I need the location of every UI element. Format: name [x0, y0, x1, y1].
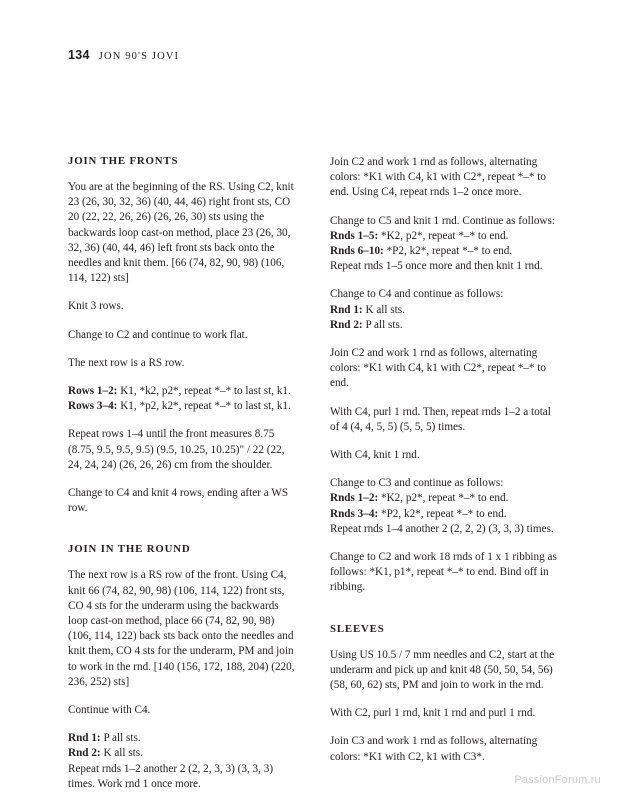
rnd-label: Rnd 1: — [330, 303, 363, 316]
rnd-text: *P2, k2*, repeat *–* to end. — [383, 245, 513, 258]
paragraph: Change to C5 and knit 1 rnd. Continue as follows: — [330, 214, 555, 227]
section-heading-sleeves: SLEEVES — [330, 622, 385, 635]
paragraph: Change to C4 and knit 4 rows, ending after a WS row. — [68, 487, 289, 515]
paragraph: Knit 3 rows. — [68, 300, 124, 313]
instruction-rows-3-4 — [68, 399, 297, 414]
instruction-rnds-3-4 — [330, 507, 559, 522]
paragraph: With C2, purl 1 rnd, knit 1 rnd and purl 1 rnd. — [330, 707, 536, 720]
left-column — [68, 155, 297, 792]
instruction-rows-1-2 — [68, 384, 297, 399]
section-heading-join-in-the-round: JOIN IN THE ROUND — [68, 543, 191, 556]
two-column-body — [68, 155, 560, 792]
paragraph: Join C2 and work 1 rnd as follows, alternating colors: *K1 with C4, k1 with C2*, repeat *–* to end. — [330, 347, 546, 390]
paragraph: With C4, knit 1 rnd. — [330, 449, 420, 462]
instruction-rnds-1-5 — [330, 229, 559, 244]
rnd-text: *K2, p2*, repeat *–* to end. — [378, 229, 509, 242]
rnd-label: Rnd 2: — [330, 318, 363, 331]
instruction-rnds-6-10 — [330, 244, 559, 259]
paragraph: The next row is a RS row. — [68, 356, 185, 369]
paragraph: Change to C2 and continue to work flat. — [68, 328, 248, 341]
rnd-text: K all sts. — [362, 303, 405, 316]
row-label: Rows 3–4: — [68, 400, 118, 413]
rnd-label: Rnds 1–2: — [330, 492, 379, 505]
running-head: JON 90'S JOVI — [98, 51, 180, 62]
paragraph: Change to C4 and continue as follows: — [330, 288, 504, 301]
page-number: 134 — [68, 48, 90, 62]
rnd-text: P all sts. — [100, 732, 141, 745]
instruction-rnd-1 — [330, 303, 559, 318]
rnd-text: K all sts. — [100, 747, 143, 760]
paragraph: Using US 10.5 / 7 mm needles and C2, start at the underarm and pick up and knit 48 (50, 50, 54, 56) (58, 60, 62) sts, PM and join to work in the rnd. — [330, 648, 555, 692]
row-label: Rows 1–2: — [68, 385, 118, 398]
instruction-rnd-2 — [68, 746, 297, 761]
paragraph: With C4, purl 1 rnd. Then, repeat rnds 1–2 a total of 4 (4, 4, 5, 5) (5, 5, 5) times. — [330, 405, 551, 433]
rnd-label: Rnds 1–5: — [330, 229, 379, 242]
watermark: PassionForum.ru — [514, 774, 601, 786]
rnd-label: Rnds 3–4: — [330, 507, 379, 520]
paragraph: Change to C2 and work 18 rnds of 1 x 1 ribbing as follows: *K1, p1*, repeat *–* to end. Bind off in ribbing. — [330, 551, 557, 594]
row-text: K1, *k2, p2*, repeat *–* to last st, k1. — [117, 385, 291, 398]
paragraph: Continue with C4. — [68, 704, 151, 717]
rnd-label: Rnd 1: — [68, 732, 101, 745]
paragraph: You are at the beginning of the RS. Using C2, knit 23 (26, 30, 32, 36) (40, 44, 46) right front sts, CO 20 (22, 22, 26, 26) (26, 26, 30) sts using the backwards loop cast-on method, place 23 (26, 30, 32, 36) (40, 44, 46) left front sts back onto the needles and knit them. [66 (74, 82, 90, 98) (106, 114, 122) sts] — [68, 181, 294, 285]
paragraph: Join C3 and work 1 rnd as follows, alternating colors: *K1 with C2, k1 with C3*. — [330, 735, 538, 763]
right-column — [330, 155, 559, 792]
paragraph: Repeat rnds 1–4 another 2 (2, 2, 2) (3, 3, 3) times. — [330, 522, 554, 535]
page-header — [68, 48, 179, 62]
instruction-rnd-2 — [330, 318, 559, 333]
instruction-rnds-1-2 — [330, 491, 559, 506]
rnd-text: P all sts. — [362, 318, 403, 331]
rnd-text: *P2, k2*, repeat *–* to end. — [378, 507, 507, 520]
paragraph: Repeat rows 1–4 until the front measures 8.75 (8.75, 9.5, 9.5, 9.5) (9.5, 10.25, 10.25)" / 22 (22, 24, 24, 24) (26, 26, 26) cm from the shoulder. — [68, 428, 285, 471]
instruction-rnd-1 — [68, 731, 297, 746]
section-heading-join-the-fronts: JOIN THE FRONTS — [68, 155, 179, 167]
paragraph: Repeat rnds 1–2 another 2 (2, 2, 3, 3) (3, 3, 3) times. Work rnd 1 once more. — [68, 762, 274, 790]
rnd-label: Rnd 2: — [68, 747, 101, 760]
paragraph: Change to C3 and continue as follows: — [330, 477, 504, 490]
paragraph: The next row is a RS row of the front. Using C4, knit 66 (74, 82, 90, 98) (106, 114, 122) front sts, CO 4 sts for the underarm using the backwards loop cast-on method, place 66 (74, 82, 90, 98) (106, 114, 122) back sts back onto the needles and knit them, CO 4 sts for the underarm, PM and join to work in the rnd. [140 (156, 172, 188, 204) (220, 236, 252) sts] — [68, 569, 295, 688]
paragraph: Join C2 and work 1 rnd as follows, alternating colors: *K1 with C4, k1 with C2*, repeat *–* to end. Using C4, repeat rnds 1–2 once more. — [330, 156, 546, 199]
rnd-text: *K2, p2*, repeat *–* to end. — [378, 492, 509, 505]
paragraph: Repeat rnds 1–5 once more and then knit 1 rnd. — [330, 260, 543, 273]
rnd-label: Rnds 6–10: — [330, 245, 384, 258]
row-text: K1, *p2, k2*, repeat *–* to last st, k1. — [117, 400, 291, 413]
